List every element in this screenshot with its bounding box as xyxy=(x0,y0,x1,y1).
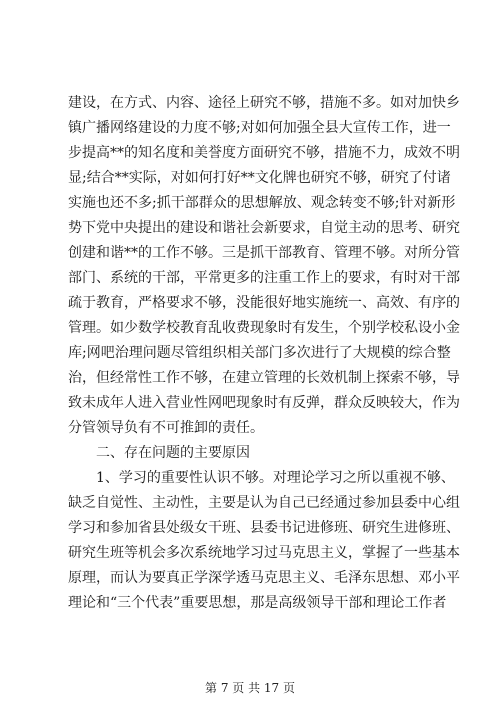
paragraph-line: 原理，而认为要真正学深学透马克思主义、毛泽东思想、邓小平 xyxy=(68,570,460,586)
paragraph-line: 管理。如少数学校教育乱收费现象时有发生，个别学校私设小金 xyxy=(68,320,460,336)
paragraph-line: 1、学习的重要性认识不够。对理论学习之所以重视不够、 xyxy=(96,470,455,486)
document-body xyxy=(68,91,460,616)
section-heading: 二、存在问题的主要原因 xyxy=(96,445,250,461)
paragraph-line: 步提高**的知名度和美誉度方面研究不够，措施不力，成效不明 xyxy=(68,145,460,161)
paragraph-line: 部门、系统的干部，平常更多的注重工作上的要求，有时对干部 xyxy=(68,270,460,286)
paragraph-line: 致未成年人进入营业性网吧现象时有反弹，群众反映较大，作为 xyxy=(68,395,460,411)
paragraph-line: 分管领导负有不可推卸的责任。 xyxy=(68,420,264,436)
paragraph-line: 实施也还不多;抓干部群众的思想解放、观念转变不够;针对新形 xyxy=(68,195,456,211)
paragraph-line: 学习和参加省县处级女干班、县委书记进修班、研究生进修班、 xyxy=(68,520,460,536)
paragraph-line: 理论和“三个代表”重要思想，那是高级领导干部和理论工作者 xyxy=(68,595,447,611)
paragraph-line: 缺乏自觉性、主动性，主要是认为自己已经通过参加县委中心组 xyxy=(68,495,460,511)
paragraph-line: 显;结合**实际，对如何打好**文化牌也研究不够，研究了付诸 xyxy=(68,170,451,186)
paragraph-line: 势下党中央提出的建设和谐社会新要求，自觉主动的思考、研究 xyxy=(68,220,460,236)
page-number-footer: 第 7 页 共 17 页 xyxy=(205,681,295,695)
paragraph-line: 治，但经常性工作不够，在建立管理的长效机制上探索不够，导 xyxy=(68,370,460,386)
paragraph-line: 镇广播网络建设的力度不够;对如何加强全县大宣传工作，进一 xyxy=(68,120,451,136)
paragraph-line: 建设，在方式、内容、途径上研究不够，措施不多。如对加快乡 xyxy=(68,95,460,111)
paragraph-line: 疏于教育，严格要求不够，没能很好地实施统一、高效、有序的 xyxy=(68,295,460,311)
paragraph-line: 创建和谐**的工作不够。三是抓干部教育、管理不够。对所分管 xyxy=(68,245,460,261)
paragraph-line: 研究生班等机会多次系统地学习过马克思主义，掌握了一些基本 xyxy=(68,545,460,561)
paragraph-line: 库;网吧治理问题尽管组织相关部门多次进行了大规模的综合整 xyxy=(68,345,451,361)
